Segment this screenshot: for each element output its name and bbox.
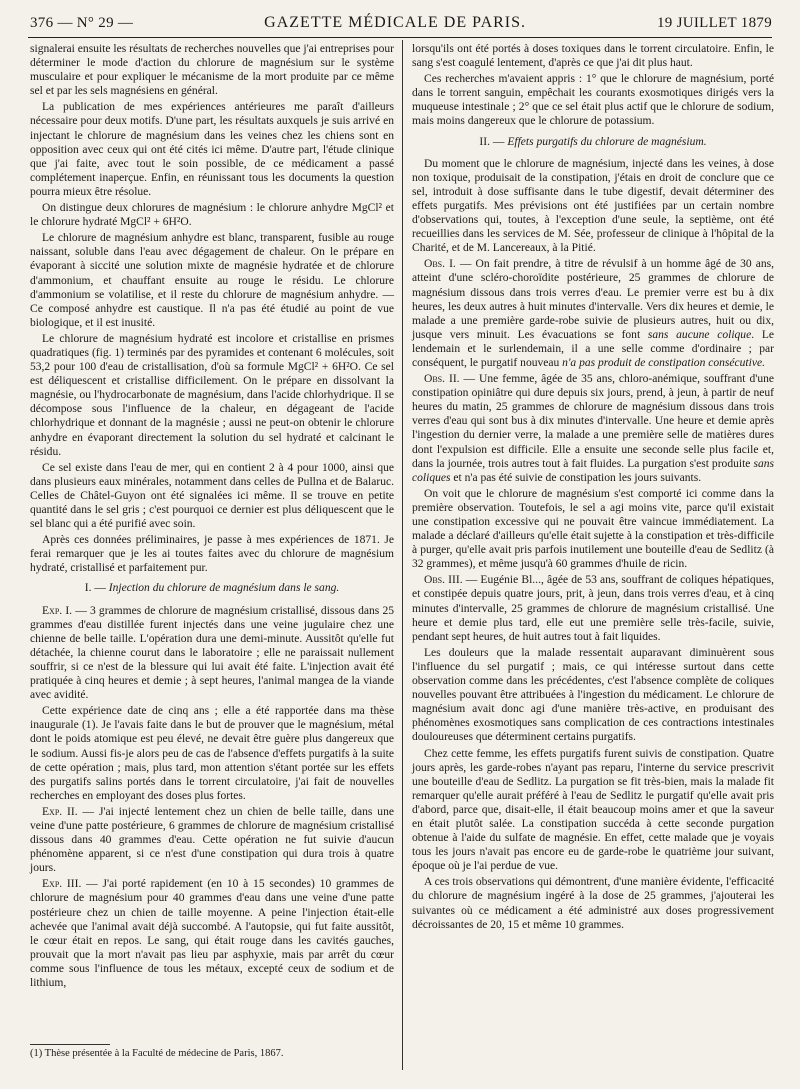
emphasis: sans coliques bbox=[412, 457, 774, 484]
page-header bbox=[30, 14, 772, 38]
observation-paragraph bbox=[412, 372, 774, 485]
experiment-paragraph bbox=[30, 604, 394, 703]
issue-date: 19 JUILLET 1879 bbox=[656, 15, 772, 31]
paragraph: signalerai ensuite les résultats de recherches nouvelles que j'ai entreprises pour déterminer le mode d'action du chlorure de magnésium sur le système musculaire et pour expliquer le mécanisme de la mort produite par ce même sel et par les sels magnésiens en général. bbox=[30, 43, 394, 98]
paragraph: Du moment que le chlorure de magnésium, injecté dans les veines, à dose non toxique, produisait de la constipation, j'étais en droit de conclure que ce sel, introduit à dose suffisante dans le tube digestif, devait déterminer des effets purgatifs. Mes prévisions ont été justifiées par un certain nombre d'observations qui, toutes, à l'exception d'une seule, la septième, ont été recueillies dans les services de M. Sée, professeur de clinique à l'hôpital de la Charité, et de M. Lancereaux, à la Pitié. bbox=[412, 157, 774, 255]
experiment-label: Exp. III. bbox=[42, 878, 82, 891]
observation-text: . Le lendemain et le surlendemain, il a une selle comme d'ordinaire ; par conséquent, le purgatif nouveau bbox=[412, 328, 775, 369]
experiment-label: Exp. II. bbox=[42, 805, 78, 818]
observation-paragraph bbox=[412, 573, 774, 643]
paragraph: Après ces données préliminaires, je passe à mes expériences de 1871. Je ferai remarquer que je les ai toutes faites avec du chlorure de magnésium hydraté, cristallisé et parfaitement pur. bbox=[30, 534, 394, 575]
experiment-text: — J'ai injecté lentement chez un chien de belle taille, dans une veine d'une patte postérieure, 6 grammes de chlorure de magnésium cristallisé dissous dans 40 grammes d'eau. Cette opération ne fut suivie d'aucun phénomène apparent, si ce n'est d'une constipation qui dura trois à quatre jours. bbox=[30, 805, 394, 875]
paragraph: Le chlorure de magnésium anhydre est blanc, transparent, fusible au rouge naissant, soluble dans l'eau avec dégagement de chaleur. On le prépare en évaporant à siccité une solution mixte de magnésie hydratée et de chlorure d'ammonium, et chauffant ensuite au rouge le résidu. Le chlorure d'ammonium se volatilise, et il reste du chlorure de magnésium anhydre. — Ce composé anhydre est caustique. Il n'a pas été étudié au point de vue biologique, et il est inusité. bbox=[30, 232, 394, 329]
paragraph: Cette expérience date de cinq ans ; elle a été rapportée dans ma thèse inaugurale (1). Je l'avais faite dans le but de prouver que le magnésium, métal dont le poids atomique est peu élevé, ne devait être guère plus dangereux que le sodium. Aussi fis-je alors peu de cas de l'absence d'effets purgatifs à la suite de cette opération ; mais, plus tard, mon attention s'étant portée sur les effets des purgatifs salins portés dans le torrent circulatoire, j'ai fait de nouvelles recherches en employant des doses plus fortes. bbox=[30, 705, 394, 802]
left-column bbox=[30, 42, 394, 992]
right-column bbox=[412, 42, 774, 934]
experiment-label: Exp. I. bbox=[42, 604, 73, 617]
observation-label: Obs. II. bbox=[424, 373, 460, 386]
footnote: (1) Thèse présentée à la Faculté de médecine de Paris, 1867. bbox=[30, 1048, 284, 1059]
section-heading bbox=[412, 135, 774, 149]
section-heading bbox=[30, 581, 394, 595]
emphasis: sans aucune colique bbox=[647, 328, 752, 341]
observation-label: Obs. III. bbox=[424, 574, 463, 587]
experiment-text: — 3 grammes de chlorure de magnésium cristallisé, dissous dans 25 grammes d'eau distillée furent injectés dans une veine jugulaire chez une chienne de belle taille. L'opération dura une demi-minute. Aussitôt qu'elle fut détachée, la chienne courut dans le laboratoire ; elle ne paraissait nullement souffrir, si ce n'est de la blessure qui lui avait été faite. L'injection avait été pratiquée à cinq heures et demie ; à sept heures, l'animal mangea de la viande avec avidité. bbox=[30, 604, 394, 702]
paragraph: lorsqu'ils ont été portés à doses toxiques dans le torrent circulatoire. Enfin, le sang s'est coagulé lentement, d'après ce que j'ai dit plus haut. bbox=[412, 43, 774, 70]
paragraph: On distingue deux chlorures de magnésium : le chlorure anhydre MgCl² et le chlorure hydraté MgCl² + 6H²O. bbox=[30, 202, 394, 229]
paragraph: Ce sel existe dans l'eau de mer, qui en contient 2 à 4 pour 1000, ainsi que dans plusieurs eaux minérales, notamment dans celles de Pullna et de Balaruc. Celles de Châtel-Guyon ont été signalées ici même. Il se trouve en petite quantité dans le sel gris ; c'est pourquoi ce dernier est plus déliquescent que le sel blanc qui a été purifié avec soin. bbox=[30, 461, 394, 531]
experiment-text: — J'ai porté rapidement (en 10 à 15 secondes) 10 grammes de chlorure de magnésium pour 40 grammes d'eau dans une veine d'une patte postérieure chez un chien de taille moyenne. A peine l'injection était-elle achevée que l'animal avait déjà succombé. A l'autopsie, qui fut faite aussitôt, le cœur était en repos. Le sang, qui était rouge dans les cavités gauches, prouvait que la mort n'avait pas lieu par asphyxie, mais par arrêt du cœur comme sous l'influence de tous les métaux, excepté ceux de sodium et de lithium, bbox=[30, 878, 394, 989]
paragraph: La publication de mes expériences antérieures me paraît d'ailleurs nécessaire pour deux motifs. D'une part, les résultats auxquels je suis arrivé en injectant le chlorure de magnésium dans les veines chez les chiens sont en opposition avec ceux qui ont été cités ici même. D'autre part, l'étude clinique que j'ai faite, avec tout le soin possible, de ce médicament a passé complétement inaperçue. Enfin, en réunissant tous les documents la question pourra mieux être résolue. bbox=[30, 101, 394, 198]
section-number: I. — bbox=[84, 582, 106, 595]
header-rule bbox=[28, 37, 772, 38]
observation-text: et n'a pas été suivie de constipation les jours suivants. bbox=[450, 471, 702, 484]
observation-text: — Eugénie Bl..., âgée de 53 ans, souffrant de coliques hépatiques, et constipée depuis quatre jours, prit, à jeun, dans trois verres d'eau, et à cinq minutes d'intervalle, 25 grammes de chlorure de magnésium cristallisé. Une heure et demie plus tard, elle eut une première selle très-facile, suivie, pendant sept heures, de huit autres tout à fait liquides. bbox=[412, 574, 774, 643]
experiment-paragraph bbox=[30, 877, 394, 990]
emphasis: n'a pas produit de constipation consécutive. bbox=[562, 356, 765, 369]
page-number: 376 — N° 29 — bbox=[30, 15, 134, 31]
observation-paragraph bbox=[412, 257, 774, 370]
paragraph: Les douleurs que la malade ressentait auparavant diminuèrent sous l'influence du sel purgatif ; mais, ce qui intéresse surtout dans cette observation comme dans les précédentes, c'est l'absence complète de coliques nouvelles pouvant être attribuées à l'ingestion du médicament. Le chlorure de magnésium avait donc agi d'une manière très-active, en produisant des phénomènes exosmotiques sans complication de ces contractions intestinales douloureuses que déterminent certains purgatifs. bbox=[412, 646, 774, 744]
column-divider bbox=[402, 40, 403, 1070]
journal-title: GAZETTE MÉDICALE DE PARIS. bbox=[264, 14, 527, 31]
paragraph: Chez cette femme, les effets purgatifs furent suivis de constipation. Quatre jours après, les garde-robes n'ayant pas reparu, l'interne du service prescrivit une bouteille d'eau de Sedlitz. La purgation se fit très-bien, mais la malade fit remarquer qu'elle aurait préféré à l'eau de Sedlitz le purgatif qu'elle avait pris d'abord, parce que, disait-elle, il était beaucoup moins amer et que la saveur en était plutôt salée. La constipation succéda à cette seconde purgation obtenue à l'aide du sulfate de magnésie. En effet, cette malade que je voyais tous les jours n'avait pas encore eu de garde-robe le quatrième jour suivant, époque où je l'ai perdue de vue. bbox=[412, 747, 774, 873]
paragraph: Ces recherches m'avaient appris : 1° que le chlorure de magnésium, porté dans le torrent sanguin, empêchait les courants exosmotiques dirigés vers la muqueuse intestinale ; 2° que ce sel était plus actif que le chlorure de sodium, mais moins dangereux que le chlorure de potassium. bbox=[412, 73, 774, 128]
observation-text: — On fait prendre, à titre de révulsif à un homme âgé de 30 ans, atteint d'une scléro-choroïdite postérieure, 25 grammes de chlorure de magnésium dissous dans trois verres d'eau. Le premier verre est bu à dix heures, les deux autres à huit minutes d'intervalle. Vers dix heures et demie, le malade a une première garde-robe suivie de plusieurs autres, huit ou dix, jusque vers minuit. Les évacuations se font bbox=[412, 258, 774, 341]
section-title: Injection du chlorure de magnésium dans le sang. bbox=[108, 582, 340, 595]
paragraph: On voit que le chlorure de magnésium s'est comporté ici comme dans la première observation. Toutefois, le sel a agi moins vite, parce qu'il existait une constipation excessive qui ne pouvait être vaincue immédiatement. La malade a déclaré d'ailleurs qu'elle était sujette à la constipation et très-difficile à purger, qu'elle avait pris parfois inutilement une bouteille d'eau de Sedlitz (à 32 grammes), et même jusqu'à 60 grammes d'huile de ricin. bbox=[412, 487, 774, 571]
section-number: II. — bbox=[479, 135, 505, 148]
paragraph: Le chlorure de magnésium hydraté est incolore et cristallise en prismes quadratiques (fig. 1) terminés par des pyramides et contenant 6 molécules, soit 53,2 pour 100 d'eau de cristallisation, d'où sa formule MgCl² + 6H²O. Ce sel est déliquescent et cristallise difficilement. On le prépare en dissolvant la magnésie, ou l'hydrocarbonate de magnésium, dans l'acide chlorhydrique. Il se décompose sous l'influence de la chaleur, en dégageant de l'acide chlorhydrique et donnant de la magnésie ; aussi ne peut-on obtenir le chlorure anhydre en évaporant directement la solution du sel hydraté et calcinant le résidu. bbox=[30, 332, 394, 458]
footnote-rule bbox=[30, 1044, 110, 1045]
observation-text: — Une femme, âgée de 35 ans, chloro-anémique, souffrant d'une constipation opiniâtre qui dure depuis six jours, prend, à jeun, à partir de neuf heures du matin, 25 grammes de chlorure de magnésium dissous dans trois verres d'eau qui sont bus à dix minutes d'intervalle. Une heure et demie après l'ingestion du dernier verre, la malade a une première selle de matières dures dont l'expulsion est difficile. Elle a ensuite une seconde selle plus facile et, dans la journée, trois autres tout à fait fluides. La purgation s'est produite bbox=[412, 373, 774, 470]
paragraph: A ces trois observations qui démontrent, d'une manière évidente, l'efficacité du chlorure de magnésium ingéré à la dose de 25 grammes, j'ajouterai les suivantes où ce médicament a été administré aux doses progressivement décroissantes de 20, 15 et même 10 grammes. bbox=[412, 876, 774, 931]
observation-label: Obs. I. bbox=[424, 258, 456, 271]
section-title: Effets purgatifs du chlorure de magnésium. bbox=[507, 135, 707, 148]
experiment-paragraph bbox=[30, 805, 394, 875]
